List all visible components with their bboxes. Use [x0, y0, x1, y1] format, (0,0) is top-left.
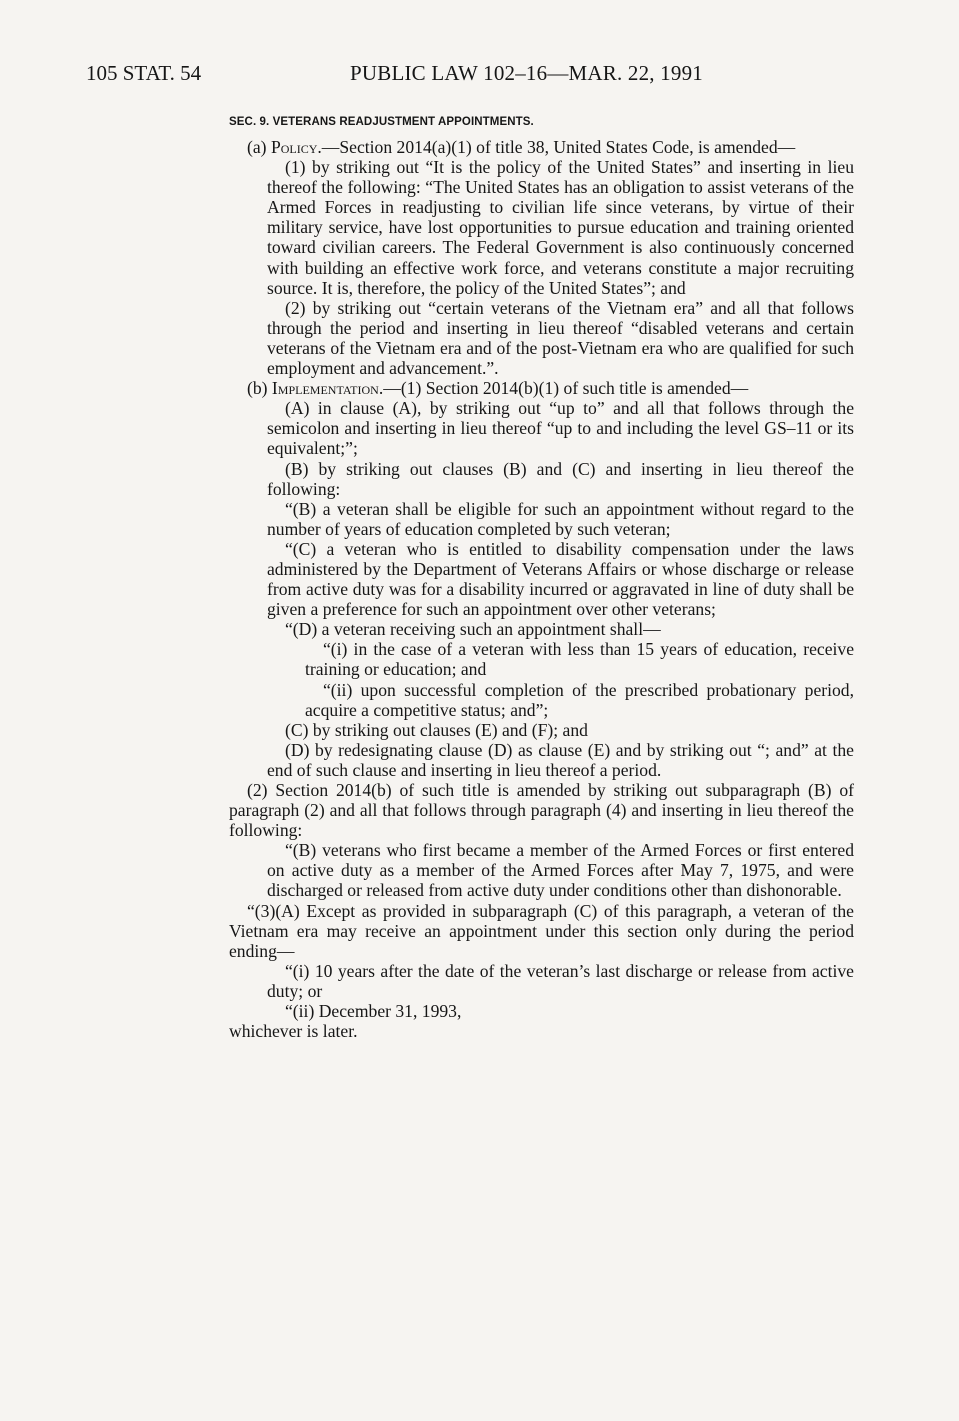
subparagraph-a: (A) in clause (A), by striking out “up to” and all that follows through the semicolon and inserting in lieu thereof “up to and including the level GS–11 or its equivalent;”;: [267, 398, 854, 459]
document-body: [229, 112, 854, 1041]
quoted-clause-c: “(C) a veteran who is entitled to disability compensation under the laws administered by the Department of Veterans Affairs or whose discharge or release from active duty was for a disability incurred or aggravated in line of duty shall be given a preference for such an appointment over other veterans;: [267, 538, 854, 620]
quoted-subparagraph-b: “(B) veterans who first became a member of the Armed Forces or first entered on active duty as a member of the Armed Forces after May 7, 1975, and were discharged or released from active duty under conditions other than dishonorable.: [267, 840, 854, 901]
subsection-label: (a): [247, 137, 271, 157]
paragraph-b-2: (2) Section 2014(b) of such title is amended by striking out subparagraph (B) of paragraph (2) and all that follows through paragraph (4) and inserting in lieu thereof the following:: [229, 780, 854, 841]
subsection-heading: Implementation: [271, 378, 379, 399]
quoted-clause-b: “(B) a veteran shall be eligible for such an appointment without regard to the number of years of education completed by such veteran;: [267, 498, 854, 539]
subsection-text: .—Section 2014(a)(1) of title 38, United States Code, is amended—: [317, 137, 796, 157]
paragraph-1: (1) by striking out “It is the policy of the United States” and inserting in lieu thereof the following: “The United States has an obligation to assist veterans of the Armed Forces in readjusting to civilian life since veterans, by virtue of their military service, have lost opportunities to pursue education and training oriented toward civilian careers. The Federal Government is also continuously concerned with building an effective work force, and veterans constitute a major recruiting source. It is, therefore, the policy of the United States”; and: [267, 157, 854, 298]
quoted-paragraph-3a: “(3)(A) Except as provided in subparagraph (C) of this paragraph, a veteran of the Vietnam era may receive an appointment under this section only during the period ending—: [229, 900, 854, 961]
quoted-clause-d-i: “(i) in the case of a veteran with less than 15 years of education, receive training or education; and: [305, 639, 854, 680]
closing-text: whichever is later.: [229, 1021, 358, 1042]
page-header: [86, 58, 876, 92]
public-law-citation: PUBLIC LAW 102–16—MAR. 22, 1991: [350, 61, 703, 85]
subparagraph-d: (D) by redesignating clause (D) as clause (E) and by striking out “; and” at the end of such clause and inserting in lieu thereof a period.: [267, 739, 854, 780]
subsection-label: (b): [247, 378, 272, 399]
subsection-heading: Policy: [270, 137, 318, 157]
quoted-clause-d: “(D) a veteran receiving such an appointment shall—: [285, 619, 661, 640]
statute-page-number: 105 STAT. 54: [86, 61, 202, 85]
subparagraph-c: (C) by striking out clauses (E) and (F); and: [285, 719, 588, 740]
quoted-clause-d-ii: “(ii) upon successful completion of the prescribed probationary period, acquire a competitive status; and”;: [305, 679, 854, 720]
section-heading: SEC. 9. VETERANS READJUSTMENT APPOINTMENTS.: [229, 116, 534, 128]
quoted-clause-3a-ii: “(ii) December 31, 1993,: [285, 1001, 462, 1022]
quoted-clause-3a-i: “(i) 10 years after the date of the veteran’s last discharge or release from active duty; or: [267, 960, 854, 1001]
subsection-text: .—(1) Section 2014(b)(1) of such title is amended—: [378, 378, 749, 399]
subparagraph-b: (B) by striking out clauses (B) and (C) and inserting in lieu thereof the following:: [267, 458, 854, 499]
subsection-b-implementation: [229, 378, 854, 398]
subsection-a-policy: [229, 137, 854, 157]
paragraph-2: (2) by striking out “certain veterans of the Vietnam era” and all that follows through the period and inserting in lieu thereof “disabled veterans and certain veterans of the Vietnam era and of the post-Vietnam era who are qualified for such employment and advancement.”.: [267, 297, 854, 379]
